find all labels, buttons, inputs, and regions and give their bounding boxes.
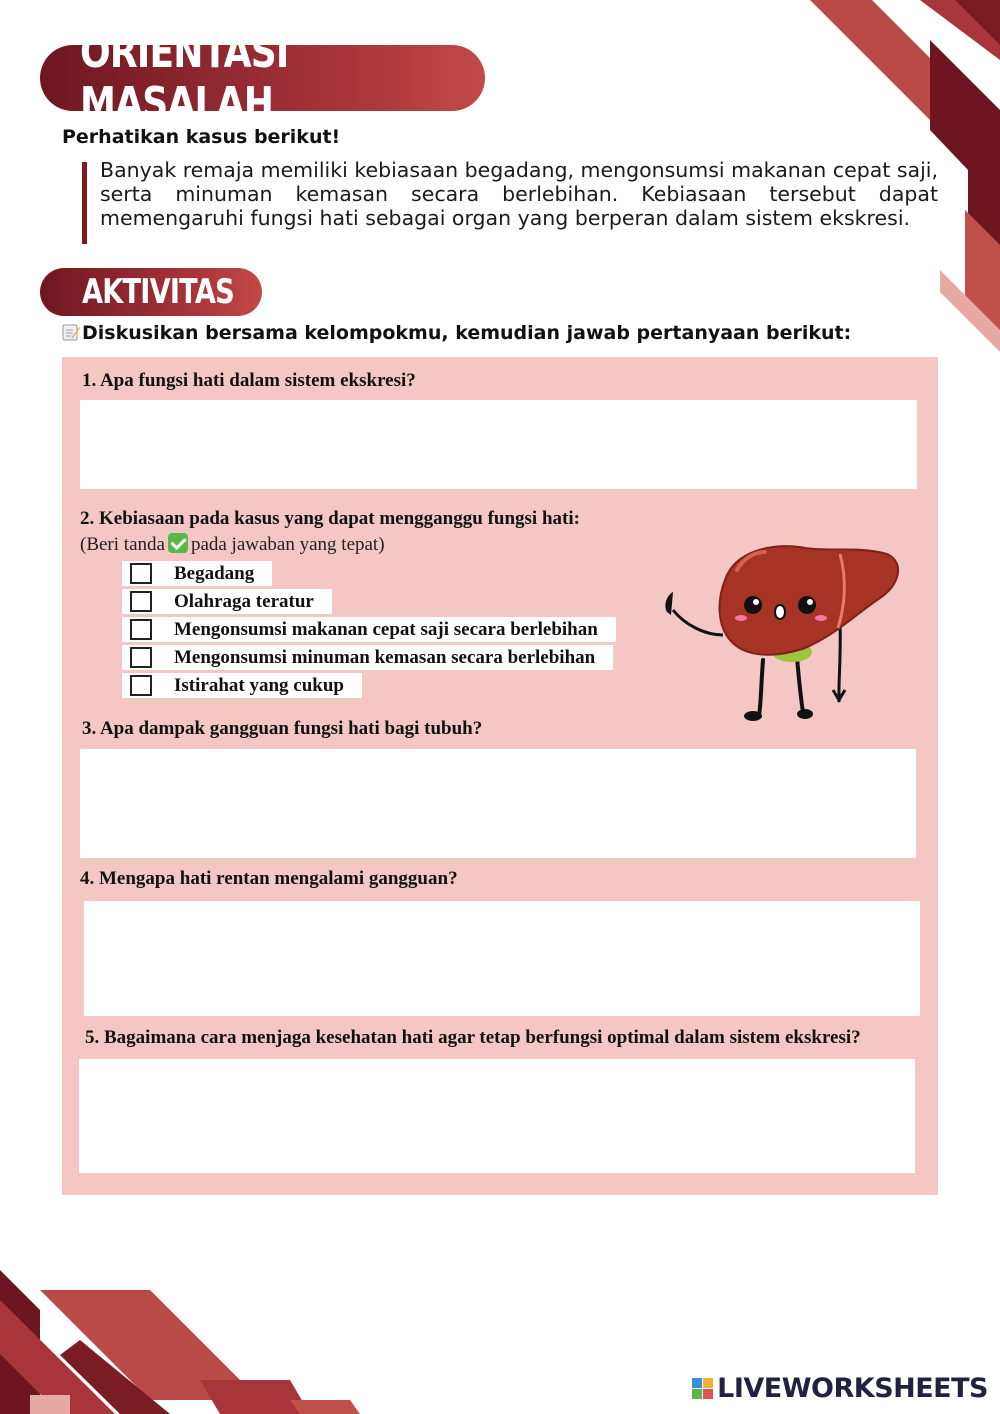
instruction-text: Diskusikan bersama kelompokmu, kemudian jawab pertanyaan berikut:: [82, 322, 852, 344]
option-label: Begadang: [174, 562, 255, 584]
option-makanan-cepat-saji[interactable]: [122, 617, 616, 642]
option-label: Mengonsumsi minuman kemasan secara berlebihan: [174, 646, 596, 668]
question-5: 5. Bagaimana cara menjaga kesehatan hati agar tetap berfungsi optimal dalam sistem ekskresi?: [85, 1027, 861, 1048]
question-1: 1. Apa fungsi hati dalam sistem ekskresi?: [82, 370, 416, 391]
option-label: Olahraga teratur: [174, 590, 314, 612]
case-quote-bar: [82, 162, 87, 244]
checkbox-icon[interactable]: [130, 675, 152, 696]
activity-instruction: [62, 322, 851, 344]
memo-icon: [62, 323, 80, 341]
question-2-hint: [80, 533, 385, 556]
answer-box-4[interactable]: [84, 901, 920, 1016]
option-minuman-kemasan[interactable]: [122, 645, 613, 670]
answer-box-1[interactable]: [80, 400, 917, 489]
option-olahraga[interactable]: [122, 589, 332, 614]
option-istirahat[interactable]: [122, 673, 362, 698]
hint-text-before: (Beri tanda: [80, 534, 165, 555]
liver-mascot-icon: [655, 540, 905, 725]
checkbox-icon[interactable]: [130, 591, 152, 612]
option-label: Mengonsumsi makanan cepat saji secara berlebihan: [174, 618, 598, 640]
liveworksheets-logo-icon: [692, 1378, 713, 1399]
liveworksheets-brand[interactable]: [692, 1373, 988, 1404]
option-label: Istirahat yang cukup: [174, 674, 344, 696]
brand-name: LIVEWORKSHEETS: [717, 1373, 988, 1404]
check-icon: [168, 533, 188, 553]
question-4: 4. Mengapa hati rentan mengalami gangguan?: [80, 868, 458, 889]
activity-banner: [40, 268, 262, 316]
activity-title: AKTIVITAS: [82, 272, 234, 312]
page-title: ORIENTASI MASALAH: [80, 27, 289, 129]
case-heading: Perhatikan kasus berikut!: [62, 126, 341, 148]
question-3: 3. Apa dampak gangguan fungsi hati bagi tubuh?: [82, 718, 483, 739]
hint-text-after: pada jawaban yang tepat): [190, 534, 385, 555]
page-title-banner: [40, 27, 485, 129]
checkbox-icon[interactable]: [130, 563, 152, 584]
checkbox-icon[interactable]: [130, 619, 152, 640]
option-begadang[interactable]: [122, 561, 272, 586]
checkbox-icon[interactable]: [130, 647, 152, 668]
answer-box-5[interactable]: [79, 1059, 915, 1173]
answer-box-3[interactable]: [80, 749, 916, 858]
case-text: Banyak remaja memiliki kebiasaan begadang, mengonsumsi makanan cepat saji, serta minuman kemasan secara berlebihan. Kebiasaan tersebut dapat memengaruhi fungsi hati sebagai organ yang berperan dalam sistem ekskresi.: [100, 158, 938, 230]
question-2: 2. Kebiasaan pada kasus yang dapat mengganggu fungsi hati:: [80, 508, 580, 529]
